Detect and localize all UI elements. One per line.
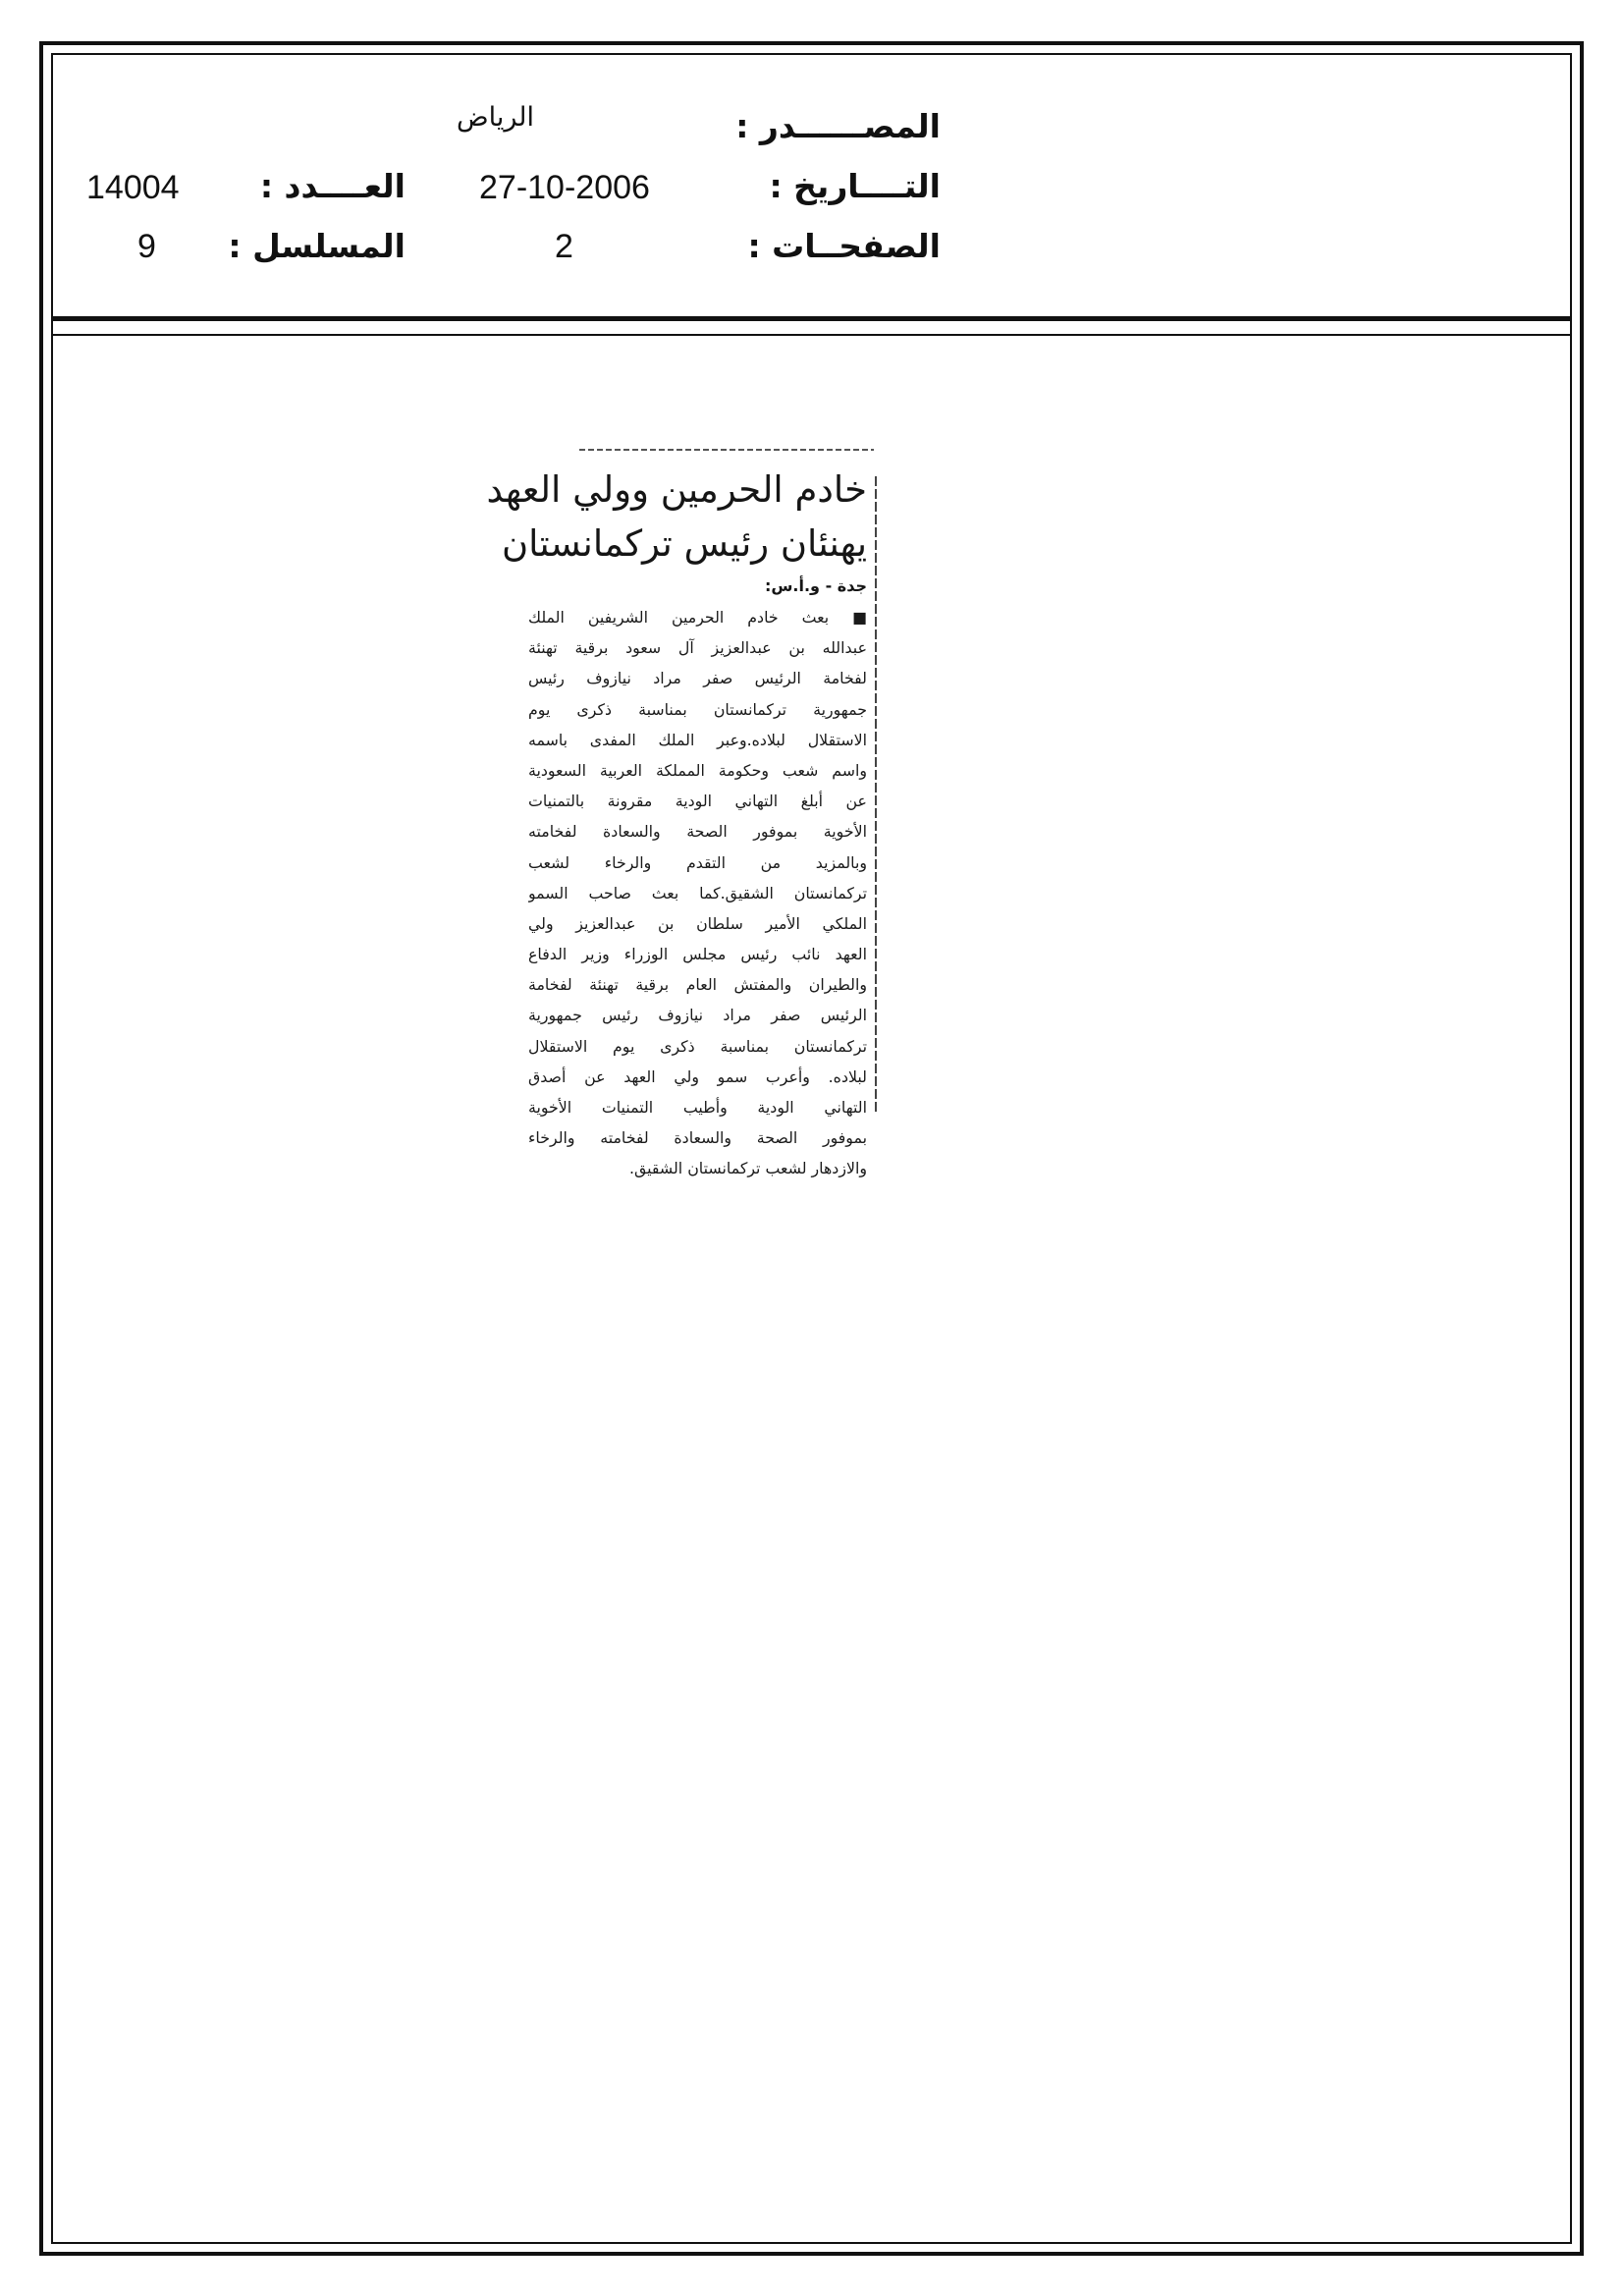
article-body-line: الرئيس صفر مراد نيازوف رئيس جمهورية: [528, 1006, 867, 1025]
pages-value: 2: [555, 228, 573, 265]
date-value: 27-10-2006: [479, 169, 650, 206]
article-body-line: والطيران والمفتش العام برقية تهنئة لفخامة: [528, 975, 867, 995]
article-headline-line1: خادم الحرمين وولي العهد: [486, 468, 867, 511]
article-body: [528, 602, 867, 1184]
article-body-line: ■ بعث خادم الحرمين الشريفين الملك: [528, 608, 867, 627]
serial-value: 9: [137, 228, 156, 265]
article-body-line: تركمانستان الشقيق.كما بعث صاحب السمو: [528, 883, 867, 902]
issue-value: 14004: [86, 169, 180, 206]
serial-label: المسلسل :: [228, 227, 406, 265]
source-label: المصــــــدر :: [735, 107, 941, 145]
article-byline: جدة - و.أ.س:: [764, 576, 867, 595]
clipping-top-rule: [579, 449, 874, 451]
article-body-line: العهد نائب رئيس مجلس الوزراء وزير الدفاع: [528, 945, 867, 964]
newspaper-clipping: [486, 447, 889, 1178]
date-label: التــــاريخ :: [769, 167, 941, 205]
article-body-line: التهاني الودية وأطيب التمنيات الأخوية: [528, 1098, 867, 1117]
article-headline-line2: يهنئان رئيس تركمانستان: [501, 522, 867, 565]
article-body-line: تركمانستان بمناسبة ذكرى يوم الاستقلال: [528, 1036, 867, 1056]
article-body-line: وبالمزيد من التقدم والرخاء لشعب: [528, 852, 867, 872]
article-body-line: واسم شعب وحكومة المملكة العربية السعودية: [528, 760, 867, 780]
clipping-column-rule: [875, 476, 877, 1115]
article-body-line: جمهورية تركمانستان بمناسبة ذكرى يوم: [528, 699, 867, 719]
article-body-line: لفخامة الرئيس صفر مراد نيازوف رئيس: [528, 669, 867, 688]
article-body-line: بموفور الصحة والسعادة لفخامته والرخاء: [528, 1128, 867, 1148]
pages-label: الصفحــات :: [747, 227, 941, 265]
article-body-line: الاستقلال لبلاده.وعبر الملك المفدى باسمه: [528, 730, 867, 749]
article-body-line: عن أبلغ التهاني الودية مقرونة بالتمنيات: [528, 792, 867, 811]
article-body-line: والازدهار لشعب تركمانستان الشقيق.: [628, 1159, 867, 1178]
header-divider-thin: [51, 334, 1572, 336]
article-body-line: الأخوية بموفور الصحة والسعادة لفخامته: [528, 822, 867, 842]
article-body-line: الملكي الأمير سلطان بن عبدالعزيز ولي: [528, 913, 867, 933]
issue-label: العــــدد :: [259, 167, 406, 205]
header-divider-thick: [51, 316, 1572, 321]
article-body-line: لبلاده. وأعرب سمو ولي العهد عن أصدق: [528, 1066, 867, 1086]
source-value: الرياض: [457, 102, 535, 133]
article-body-line: عبدالله بن عبدالعزيز آل سعود برقية تهنئة: [528, 638, 867, 658]
